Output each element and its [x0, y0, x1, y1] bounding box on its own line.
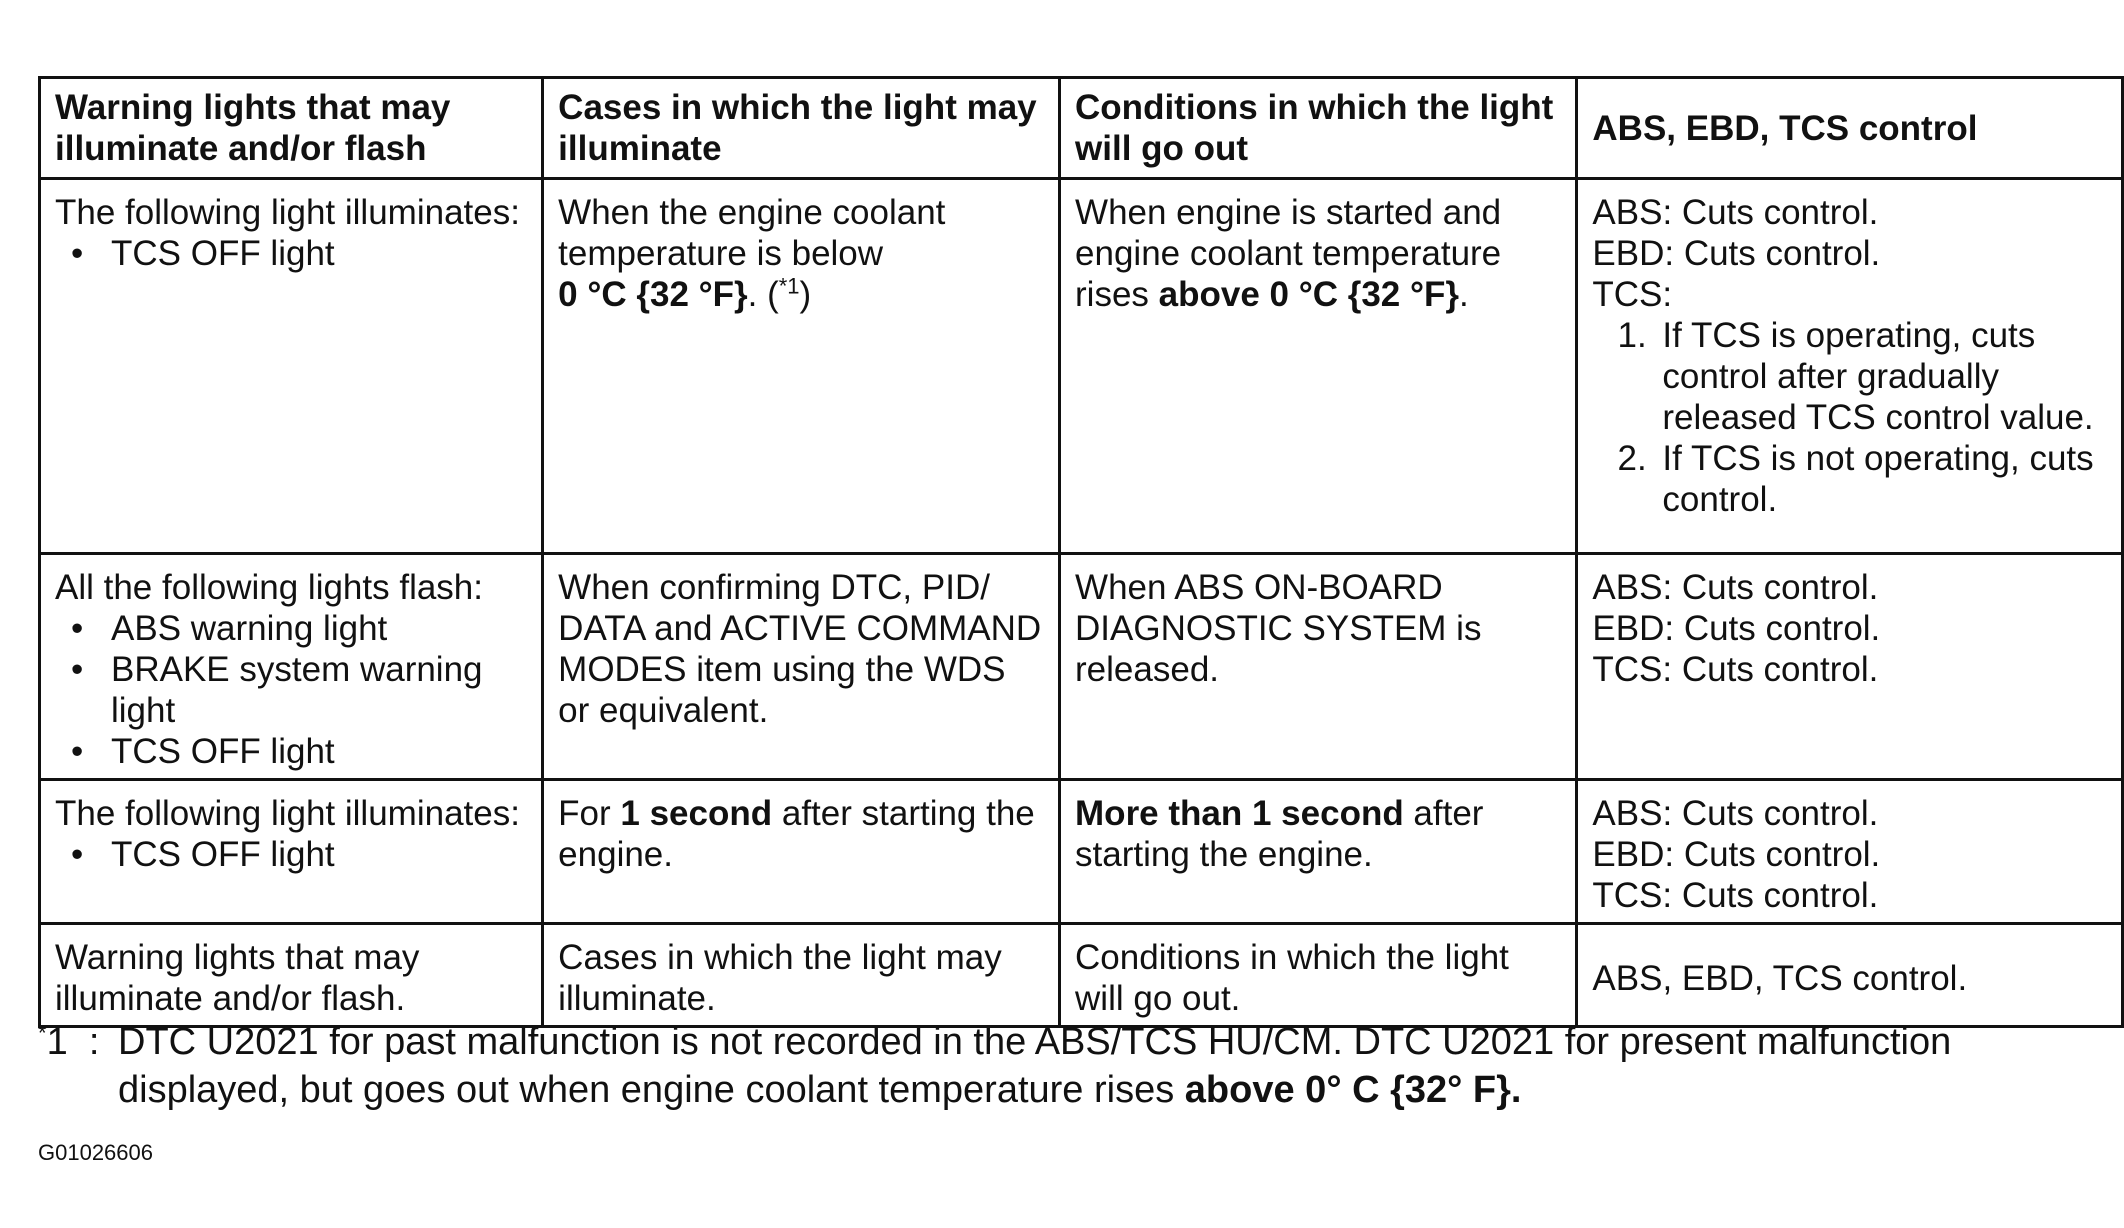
footnote-separator: :: [88, 1021, 100, 1063]
light-item: • BRAKE system warning light: [111, 649, 527, 731]
control-cell: [1577, 780, 2123, 924]
case-text: When the engine coolant temperature is below: [558, 193, 946, 273]
ebd-control: EBD: Cuts control.: [1592, 234, 1881, 273]
ebd-control: EBD: Cuts control.: [1592, 835, 1881, 874]
condition-bold: above 0 °C {32 °F}: [1158, 275, 1459, 314]
control-cell: ABS, EBD, TCS control.: [1577, 924, 2123, 1027]
control-cell: [1577, 179, 2123, 554]
control-cell: [1577, 554, 2123, 780]
abs-control: ABS: Cuts control.: [1592, 193, 1879, 232]
footnote-marker-number: 1: [46, 1021, 68, 1063]
case-post: after starting the engine.: [558, 794, 1035, 874]
footnote-text-end: .: [1510, 1069, 1522, 1111]
light-item: • TCS OFF light: [111, 834, 527, 875]
condition-cell: When ABS ON-BOARD DIAGNOSTIC SYSTEM is released.: [1060, 554, 1577, 780]
tcs-steps: [1592, 315, 2107, 520]
tcs-control: TCS: Cuts control.: [1592, 650, 1879, 689]
case-cell: When confirming DTC, PID/ DATA and ACTIVE COMMAND MODES item using the WDS or equivalent.: [543, 554, 1060, 780]
header-control: ABS, EBD, TCS control: [1577, 78, 2123, 179]
case-cell: [543, 780, 1060, 924]
lights-cell: [40, 554, 543, 780]
condition-bold: More than 1 second: [1075, 794, 1404, 833]
lights-intro: All the following lights flash:: [55, 568, 483, 607]
header-row: [40, 78, 2123, 179]
condition-post: .: [1459, 275, 1469, 314]
table-row: [40, 554, 2123, 780]
condition-post: after starting the engine.: [1075, 794, 1484, 874]
tcs-control: TCS:: [1592, 275, 1673, 314]
lights-intro: The following light illuminates:: [55, 193, 520, 232]
lights-list: [55, 834, 527, 875]
footnote: [38, 1018, 2098, 1114]
light-item: • ABS warning light: [111, 608, 527, 649]
header-warning-lights: Warning lights that may illuminate and/or flash: [40, 78, 543, 179]
condition-cell: [1060, 179, 1577, 554]
case-post: . (: [747, 275, 779, 314]
table-row: [40, 179, 2123, 554]
ebd-control: EBD: Cuts control.: [1592, 609, 1881, 648]
tcs-step: 1. If TCS is operating, cuts control after gradually released TCS control value.: [1656, 315, 2107, 438]
tcs-step: 2. If TCS is not operating, cuts control.: [1656, 438, 2107, 520]
tcs-control: TCS: Cuts control.: [1592, 876, 1879, 915]
lights-cell: [40, 179, 543, 554]
header-conditions: Conditions in which the light will go out: [1060, 78, 1577, 179]
lights-list: [55, 608, 527, 772]
footnote-text-main: DTC U2021 for past malfunction is not recorded in the ABS/TCS HU/CM. DTC U2021 for present malfunction displayed, but goes out when engine coolant temperature rises: [118, 1021, 1952, 1111]
case-end: ): [799, 275, 812, 314]
condition-cell: [1060, 780, 1577, 924]
light-item: • TCS OFF light: [111, 731, 527, 772]
case-cell: Cases in which the light may illuminate.: [543, 924, 1060, 1027]
table-row: [40, 780, 2123, 924]
light-item: • TCS OFF light: [111, 233, 527, 274]
case-bold: 1 second: [620, 794, 773, 833]
case-cell: [543, 179, 1060, 554]
abs-control: ABS: Cuts control.: [1592, 568, 1879, 607]
footnote-ref: *1: [778, 273, 800, 299]
footnote-text-bold: above 0° C {32° F}: [1184, 1069, 1511, 1111]
footnote-marker-star: *: [38, 1020, 47, 1046]
lights-cell: Warning lights that may illuminate and/or flash.: [40, 924, 543, 1027]
warning-lights-table: [38, 76, 2124, 1028]
case-bold: 0 °C {32 °F}: [558, 275, 748, 314]
condition-text: When engine is started and engine coolant temperature rises: [1075, 193, 1502, 314]
case-text: For: [558, 794, 621, 833]
condition-cell: Conditions in which the light will go out.: [1060, 924, 1577, 1027]
header-cases: Cases in which the light may illuminate: [543, 78, 1060, 179]
lights-cell: [40, 780, 543, 924]
lights-intro: The following light illuminates:: [55, 794, 520, 833]
figure-code: G01026606: [38, 1140, 153, 1165]
lights-list: [55, 233, 527, 274]
footnote-text: [118, 1018, 2098, 1114]
table-row: [40, 924, 2123, 1027]
abs-control: ABS: Cuts control.: [1592, 794, 1879, 833]
footnote-marker: [38, 1018, 99, 1066]
